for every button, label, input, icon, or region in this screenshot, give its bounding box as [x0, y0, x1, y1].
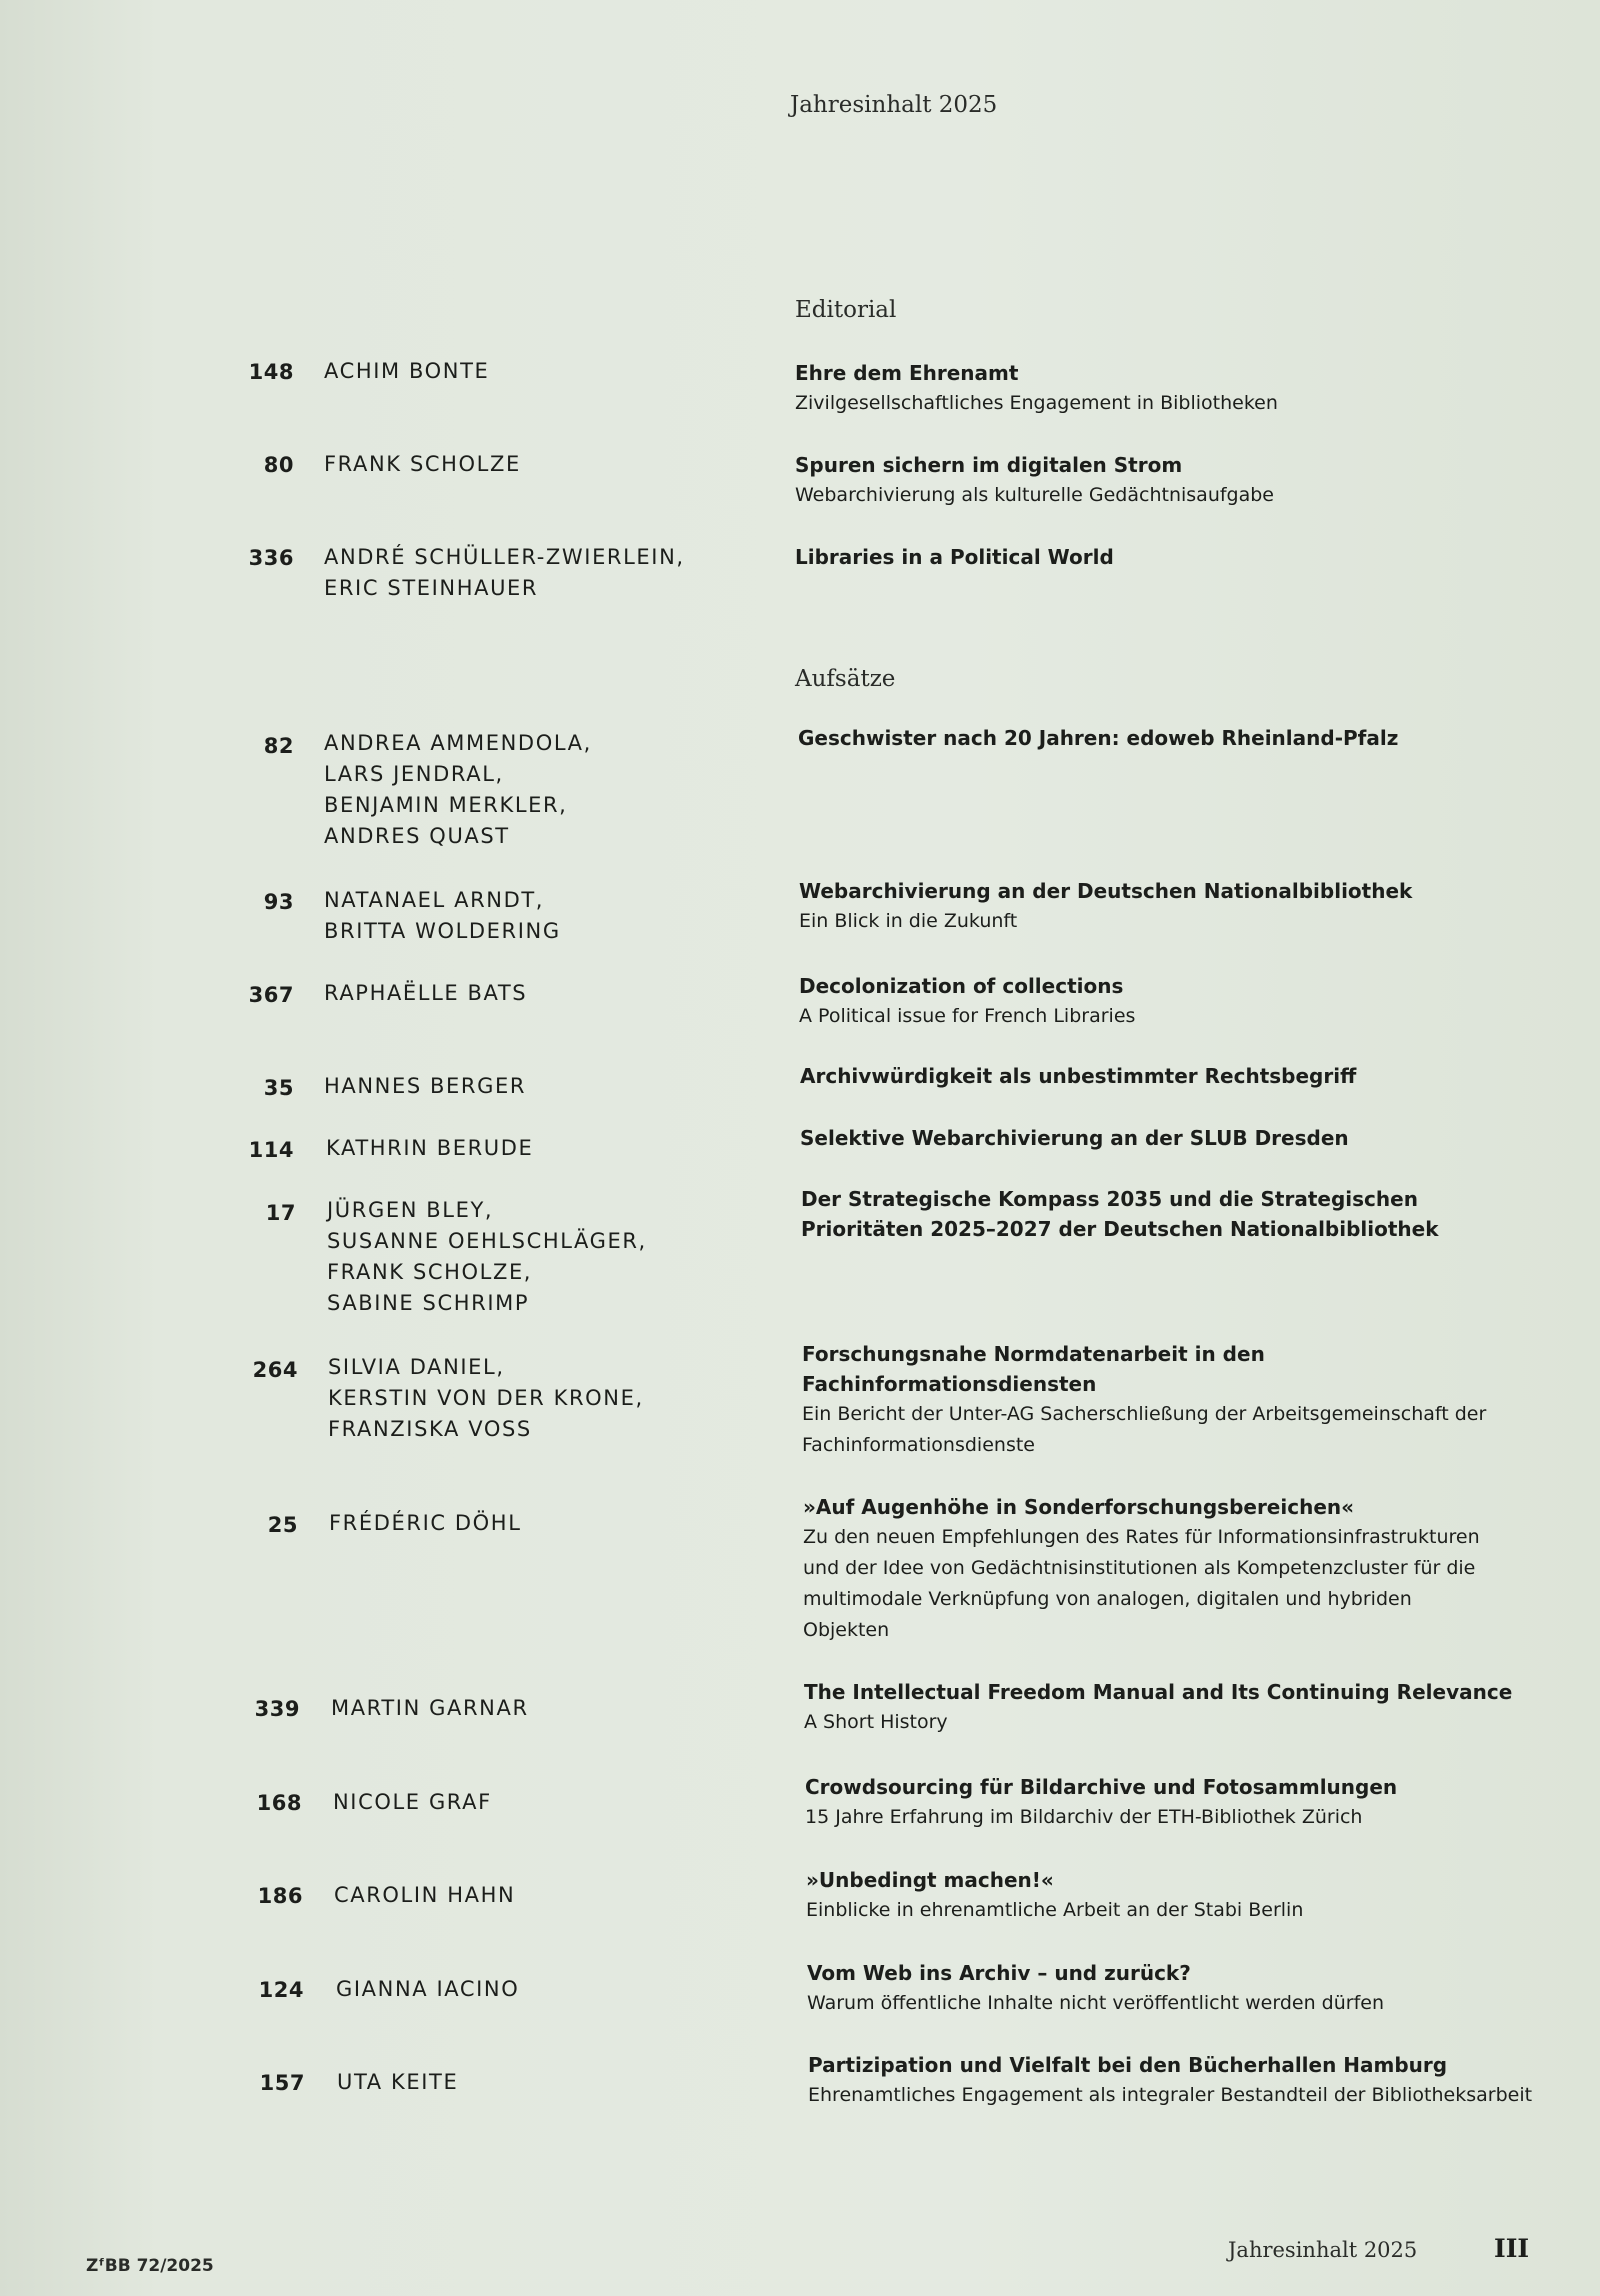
- author-name: SABINE SCHRIMP: [327, 1291, 530, 1315]
- article-title: »Auf Augenhöhe in Sonderforschungsbereichen«: [803, 1495, 1355, 1519]
- author-name: HANNES BERGER: [324, 1074, 527, 1098]
- author-name: GIANNA IACINO: [336, 1977, 520, 2001]
- article-title: Selektive Webarchivierung an der SLUB Dresden: [800, 1126, 1349, 1150]
- article-subtitle: Ein Bericht der Unter-AG Sacherschließung der Arbeitsgemeinschaft der Fachinformationsdienste: [802, 1403, 1487, 1456]
- author-name: SILVIA DANIEL,: [328, 1355, 505, 1379]
- article-title: Geschwister nach 20 Jahren: edoweb Rheinland-Pfalz: [798, 726, 1399, 750]
- entry-page-number: 367: [248, 983, 294, 1007]
- entry-page-number: 336: [248, 546, 294, 570]
- article-title: Spuren sichern im digitalen Strom: [795, 453, 1183, 477]
- entry-article: [798, 723, 1538, 753]
- article-title: Libraries in a Political World: [795, 545, 1114, 569]
- author-name: ANDREA AMMENDOLA,: [324, 731, 592, 755]
- article-subtitle: Warum öffentliche Inhalte nicht veröffentlicht werden dürfen: [807, 1992, 1385, 2014]
- entry-authors: [324, 356, 489, 387]
- author-name: FRÉDÉRIC DÖHL: [329, 1511, 522, 1535]
- article-title: The Intellectual Freedom Manual and Its Continuing Relevance: [804, 1680, 1513, 1704]
- article-subtitle: Zu den neuen Empfehlungen des Rates für Informationsinfrastrukturen und der Idee von Gedächtnisinstitutionen als Kompetenzcluster für die multimodale Verknüpfung von analogen, digitalen und hybriden Objekten: [803, 1526, 1480, 1641]
- entry-page-number: 157: [259, 2071, 305, 2095]
- author-name: SUSANNE OEHLSCHLÄGER,: [327, 1229, 647, 1253]
- entry-page-number: 25: [267, 1513, 298, 1537]
- author-name: FRANK SCHOLZE: [324, 452, 521, 476]
- author-name: MARTIN GARNAR: [331, 1696, 529, 1720]
- entry-authors: [324, 978, 527, 1009]
- entry-page-number: 93: [263, 890, 294, 914]
- entry-article: [808, 2050, 1568, 2111]
- entry-article: [807, 1958, 1547, 2019]
- entry-article: [800, 1061, 1540, 1091]
- entry-article: [795, 450, 1535, 511]
- entry-authors: [326, 1133, 533, 1164]
- entry-authors: [336, 1974, 519, 2005]
- author-name: ANDRES QUAST: [324, 824, 510, 848]
- entry-authors: [324, 542, 685, 604]
- author-name: RAPHAËLLE BATS: [324, 981, 528, 1005]
- author-name: LARS JENDRAL,: [324, 762, 504, 786]
- entry-authors: [329, 1508, 522, 1539]
- section-heading-aufsaetze: Aufsätze: [795, 666, 896, 692]
- entry-page-number: 124: [258, 1978, 304, 2002]
- author-name: KATHRIN BERUDE: [326, 1136, 534, 1160]
- author-name: CAROLIN HAHN: [334, 1883, 516, 1907]
- author-name: NATANAEL ARNDT,: [324, 888, 545, 912]
- article-subtitle: 15 Jahre Erfahrung im Bildarchiv der ETH-Bibliothek Zürich: [805, 1806, 1363, 1828]
- article-subtitle: Ein Blick in die Zukunft: [799, 910, 1018, 932]
- entry-page-number: 148: [248, 360, 294, 384]
- article-subtitle: Einblicke in ehrenamtliche Arbeit an der Stabi Berlin: [806, 1899, 1304, 1921]
- entry-page-number: 168: [256, 1791, 302, 1815]
- entry-article: [800, 1123, 1540, 1153]
- article-title: Decolonization of collections: [799, 974, 1124, 998]
- footer-title: Jahresinhalt 2025: [1228, 2238, 1418, 2262]
- entry-page-number: 82: [263, 734, 294, 758]
- article-title: Partizipation und Vielfalt bei den Bücherhallen Hamburg: [808, 2053, 1448, 2077]
- author-name: NICOLE GRAF: [333, 1790, 492, 1814]
- entry-article: [802, 1339, 1502, 1461]
- entry-authors: [328, 1352, 644, 1445]
- article-title: »Unbedingt machen!«: [806, 1868, 1054, 1892]
- entry-authors: [324, 1071, 526, 1102]
- article-subtitle: A Short History: [804, 1711, 948, 1733]
- entry-article: [795, 358, 1535, 419]
- article-subtitle: Zivilgesellschaftliches Engagement in Bibliotheken: [795, 392, 1278, 414]
- entry-page-number: 17: [265, 1201, 296, 1225]
- entry-article: [805, 1772, 1545, 1833]
- entry-article: [799, 876, 1539, 937]
- author-name: ACHIM BONTE: [324, 359, 490, 383]
- entry-article: [803, 1492, 1503, 1646]
- entry-article: [804, 1677, 1544, 1738]
- entry-article: [795, 542, 1535, 572]
- entry-authors: [327, 1195, 647, 1319]
- entry-authors: [333, 1787, 492, 1818]
- article-title: Webarchivierung an der Deutschen Nationalbibliothek: [799, 879, 1413, 903]
- article-title: Der Strategische Kompass 2035 und die Strategischen Prioritäten 2025–2027 der Deutschen Nationalbibliothek: [801, 1187, 1439, 1241]
- author-name: FRANZISKA VOSS: [328, 1417, 532, 1441]
- entry-page-number: 35: [263, 1076, 294, 1100]
- article-title: Forschungsnahe Normdatenarbeit in den Fachinformationsdiensten: [802, 1342, 1265, 1396]
- entry-authors: [324, 728, 592, 852]
- article-subtitle: Webarchivierung als kulturelle Gedächtnisaufgabe: [795, 484, 1274, 506]
- entry-page-number: 186: [257, 1884, 303, 1908]
- footer-journal-citation: ZᶠBB 72/2025: [86, 2256, 214, 2276]
- author-name: JÜRGEN BLEY,: [327, 1198, 494, 1222]
- author-name: BRITTA WOLDERING: [324, 919, 561, 943]
- page-header-title: Jahresinhalt 2025: [790, 92, 998, 118]
- section-heading-editorial: Editorial: [795, 297, 897, 323]
- entry-page-number: 114: [248, 1138, 294, 1162]
- entry-authors: [331, 1693, 529, 1724]
- entry-article: [799, 971, 1539, 1032]
- entry-page-number: 264: [252, 1358, 298, 1382]
- author-name: KERSTIN VON DER KRONE,: [328, 1386, 644, 1410]
- entry-authors: [324, 885, 561, 947]
- footer-page-number: III: [1494, 2234, 1530, 2263]
- article-subtitle: Ehrenamtliches Engagement als integraler Bestandteil der Bibliotheksarbeit: [808, 2084, 1533, 2106]
- author-name: FRANK SCHOLZE,: [327, 1260, 533, 1284]
- article-title: Vom Web ins Archiv – und zurück?: [807, 1961, 1191, 1985]
- author-name: ERIC STEINHAUER: [324, 576, 539, 600]
- entry-article: [801, 1184, 1481, 1244]
- author-name: BENJAMIN MERKLER,: [324, 793, 568, 817]
- entry-page-number: 80: [263, 453, 294, 477]
- entry-authors: [334, 1880, 515, 1911]
- article-title: Crowdsourcing für Bildarchive und Fotosammlungen: [805, 1775, 1398, 1799]
- article-title: Archivwürdigkeit als unbestimmter Rechtsbegriff: [800, 1064, 1357, 1088]
- entry-authors: [337, 2067, 458, 2098]
- entry-article: [806, 1865, 1546, 1926]
- author-name: UTA KEITE: [337, 2070, 459, 2094]
- author-name: ANDRÉ SCHÜLLER-ZWIERLEIN,: [324, 545, 685, 569]
- entry-authors: [324, 449, 521, 480]
- entry-page-number: 339: [254, 1697, 300, 1721]
- article-subtitle: A Political issue for French Libraries: [799, 1005, 1136, 1027]
- article-title: Ehre dem Ehrenamt: [795, 361, 1019, 385]
